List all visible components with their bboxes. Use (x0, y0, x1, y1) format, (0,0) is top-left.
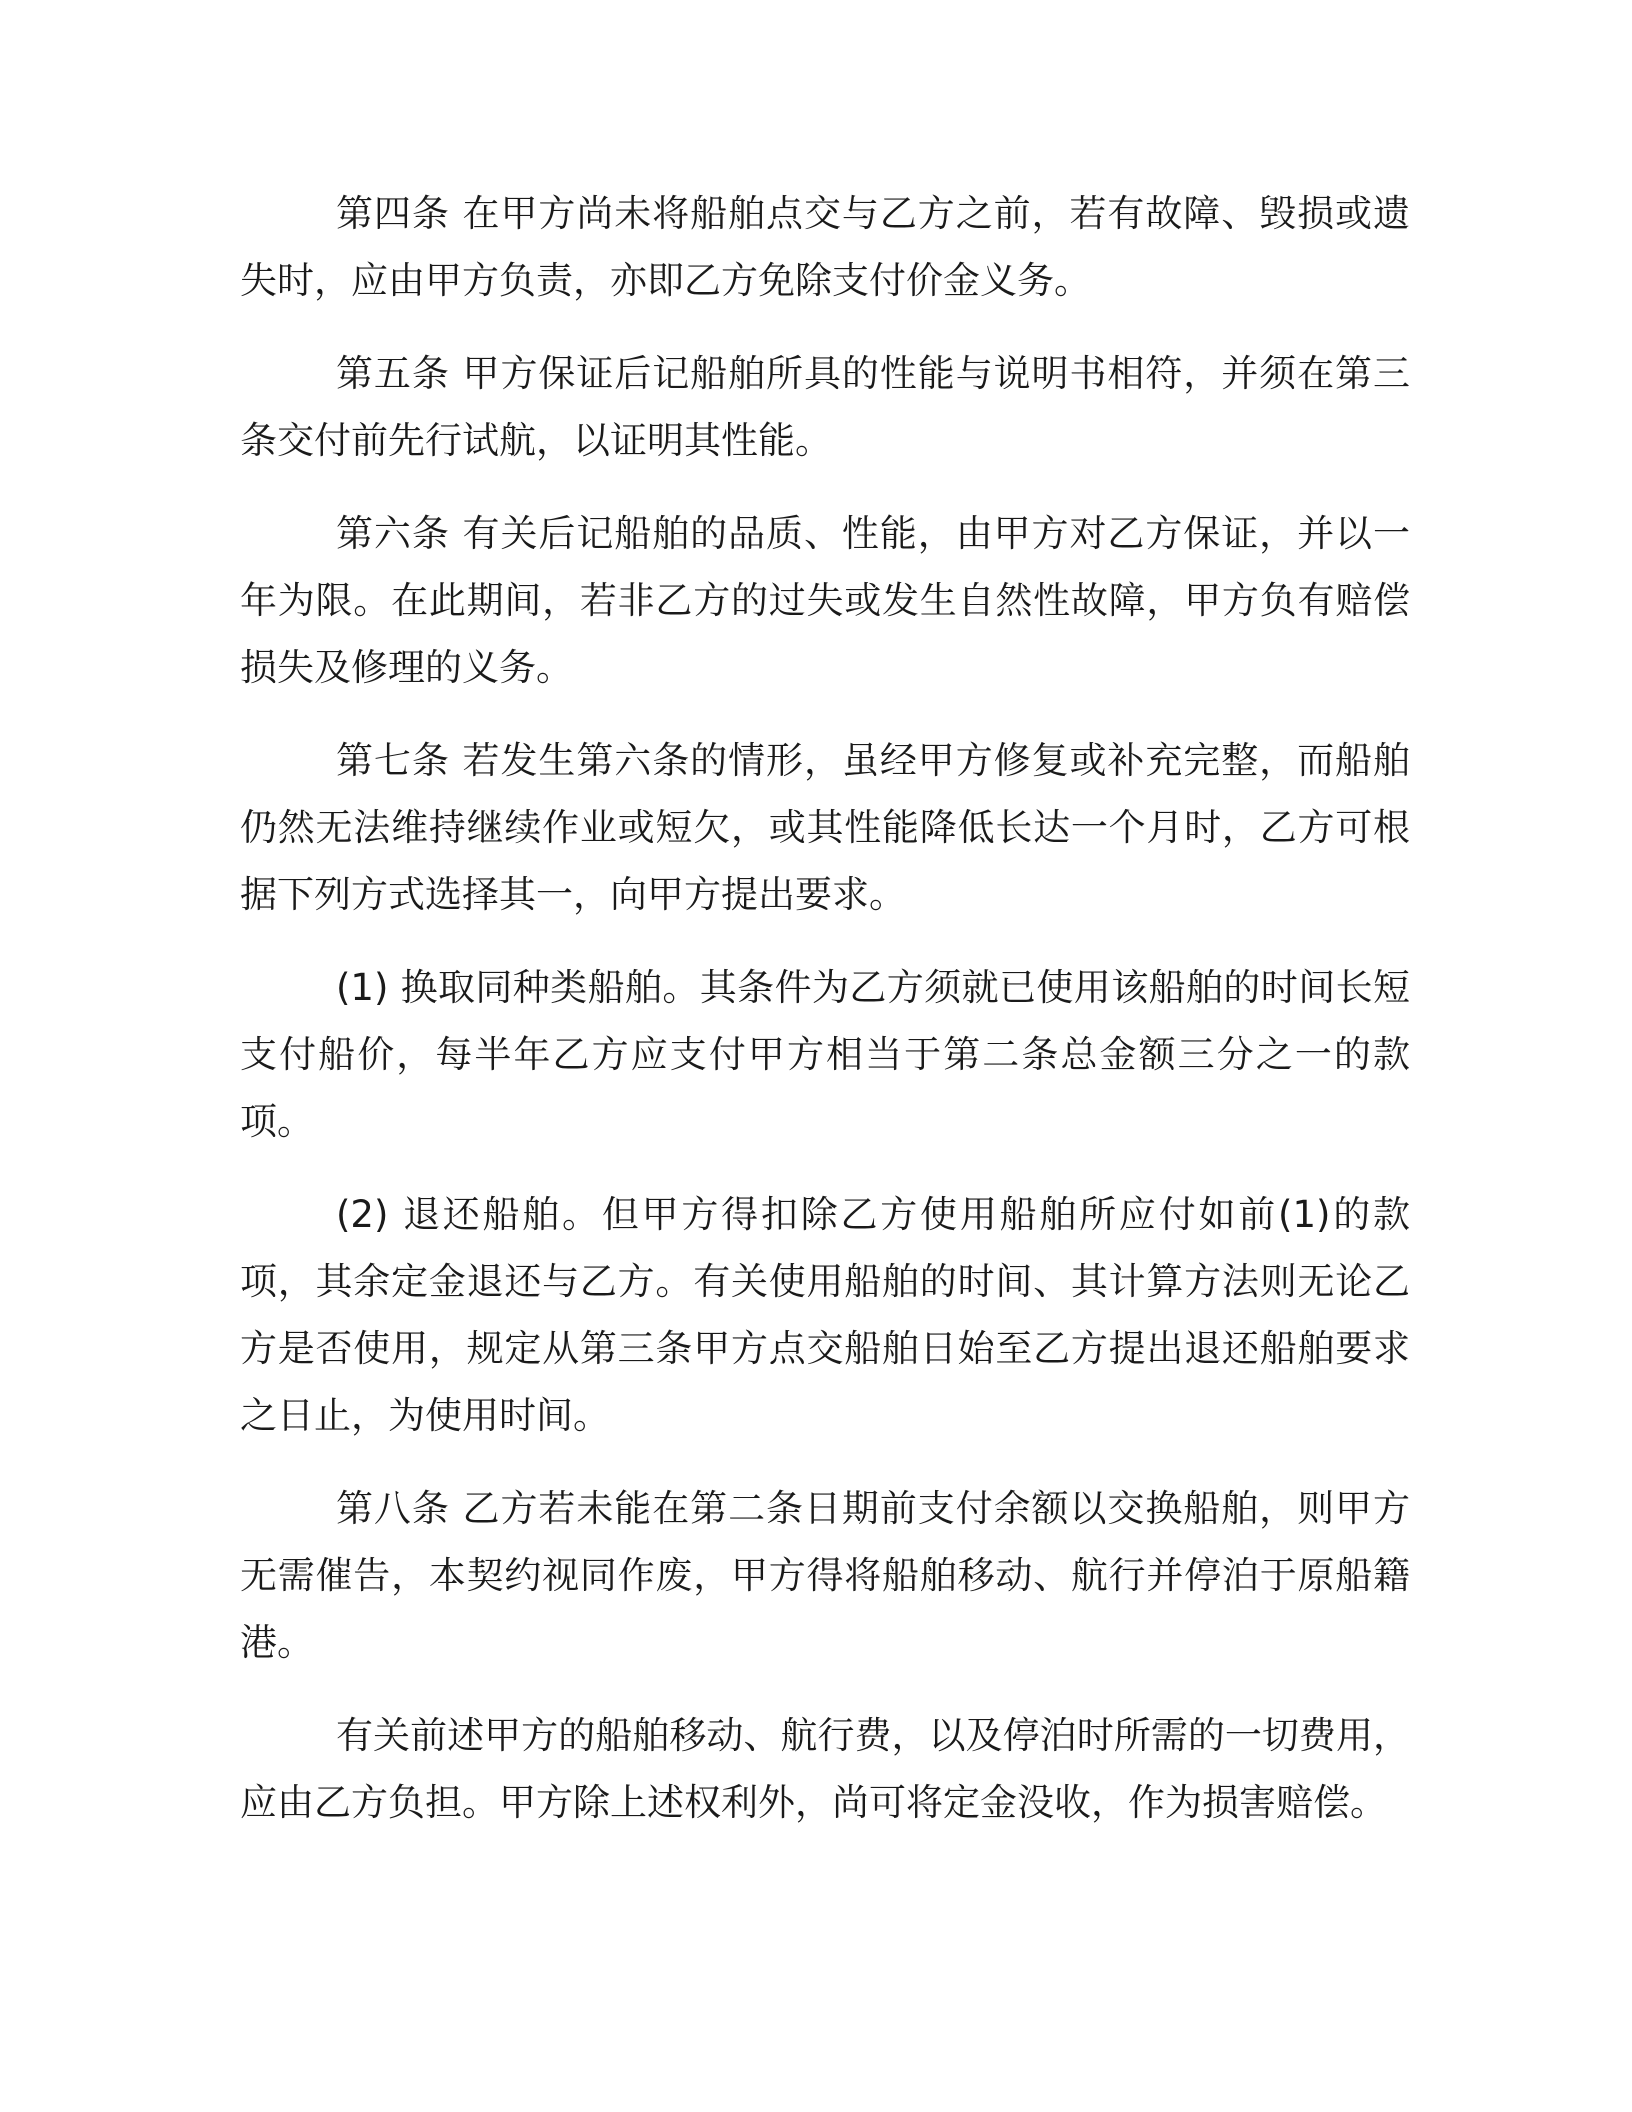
article-5-paragraph: 第五条 甲方保证后记船舶所具的性能与说明书相符，并须在第三条交付前先行试航，以证明其性能。 (240, 352, 1410, 462)
article-4-paragraph: 第四条 在甲方尚未将船舶点交与乙方之前，若有故障、毁损或遗失时，应由甲方负责，亦即乙方免除支付价金义务。 (240, 192, 1410, 302)
article-7-option-2-paragraph: (2) 退还船舶。但甲方得扣除乙方使用船舶所应付如前(1)的款项，其余定金退还与乙方。有关使用船舶的时间、其计算方法则无论乙方是否使用，规定从第三条甲方点交船舶日始至乙方提出退还船舶要求之日止，为使用时间。 (240, 1193, 1410, 1437)
article-6-paragraph: 第六条 有关后记船舶的品质、性能，由甲方对乙方保证，并以一年为限。在此期间，若非乙方的过失或发生自然性故障，甲方负有赔偿损失及修理的义务。 (240, 512, 1410, 689)
article-7-paragraph: 第七条 若发生第六条的情形，虽经甲方修复或补充完整，而船舶仍然无法维持继续作业或短欠，或其性能降低长达一个月时，乙方可根据下列方式选择其一，向甲方提出要求。 (240, 739, 1410, 916)
article-8-continuation-paragraph: 有关前述甲方的船舶移动、航行费，以及停泊时所需的一切费用，应由乙方负担。甲方除上述权利外，尚可将定金没收，作为损害赔偿。 (240, 1714, 1410, 1824)
article-7-option-1-paragraph: (1) 换取同种类船舶。其条件为乙方须就已使用该船舶的时间长短支付船价，每半年乙方应支付甲方相当于第二条总金额三分之一的款项。 (240, 966, 1410, 1143)
document-body (240, 180, 1410, 1862)
article-8-paragraph: 第八条 乙方若未能在第二条日期前支付余额以交换船舶，则甲方无需催告，本契约视同作废，甲方得将船舶移动、航行并停泊于原船籍港。 (240, 1487, 1410, 1664)
